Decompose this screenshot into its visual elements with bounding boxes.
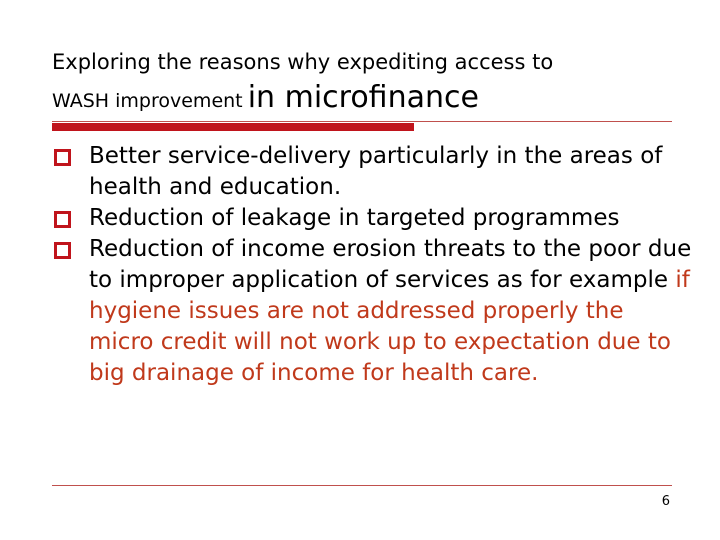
bullet-item-2: [52, 203, 692, 234]
square-bullet-icon: [54, 149, 71, 166]
title-line-1: Exploring the reasons why expediting access to: [52, 50, 554, 74]
bullet-text-2: Reduction of leakage in targeted programmes: [89, 205, 620, 231]
title-divider-line: [52, 121, 672, 122]
page-number: 6: [661, 494, 670, 509]
title-line-2: [52, 78, 692, 122]
bullet-list: [52, 141, 692, 389]
title-line-2-small: WASH improvement: [52, 90, 243, 112]
square-bullet-icon: [54, 211, 71, 228]
bullet-text-3: Reduction of income erosion threats to the poor due to improper application of services as for example: [89, 236, 692, 293]
title-line-2-large: in microfinance: [247, 80, 479, 115]
footer-divider-line: [52, 485, 672, 486]
square-bullet-icon: [54, 242, 71, 259]
bullet-item-3: [52, 234, 692, 389]
slide-title: [52, 46, 692, 122]
bullet-text-1: Better service-delivery particularly in the areas of health and education.: [89, 143, 663, 200]
title-accent-bar: [52, 123, 414, 131]
bullet-highlight-text-3: if hygiene issues are not addressed properly the micro credit will not work up to expectation due to big drainage of income for health care.: [89, 267, 690, 386]
bullet-item-1: [52, 141, 692, 203]
